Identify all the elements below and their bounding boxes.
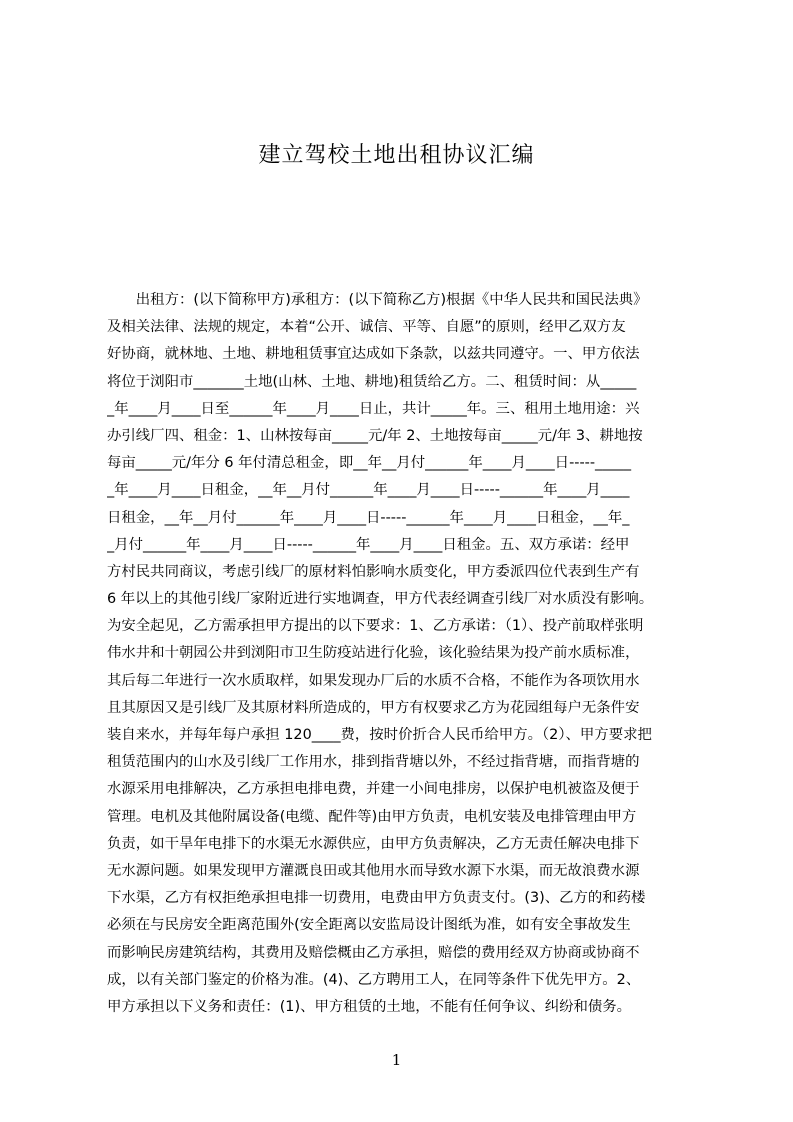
body-line: 且其原因又是引线厂及其原材料所造成的，甲方有权要求乙方为花园组每户无条件安 <box>107 699 640 716</box>
body-line: 必须在与民房安全距离范围外(安全距离以安监局设计图纸为准，如有安全事故发生 <box>107 917 631 934</box>
body-line: 日租金，__年__月付______年____月____日-----______年____月____日租金，__年_ <box>107 509 630 526</box>
body-line: 管理。电机及其他附属设备(电缆、配件等)由甲方负责，电机安装及电排管理由甲方 <box>107 808 637 825</box>
body-line: 及相关法律、法规的规定，本着“公开、诚信、平等、自愿”的原则，经甲乙双方友 <box>107 319 626 336</box>
body-line: _年____月____日租金，__年__月付______年____月____日-----______年____月____ <box>107 482 630 499</box>
body-line: 下水渠，乙方有权拒绝承担电排一切费用，电费由甲方负责支付。(3)、乙方的和药楼 <box>107 890 646 907</box>
body-line: 方村民共同商议，考虑引线厂的原材料怕影响水质变化，甲方委派四位代表到生产有 <box>107 563 640 580</box>
body-line: _月付______年____月____日-----______年____月____日租金。五、双方承诺：经甲 <box>107 536 630 553</box>
body-line: 伟水井和十朝园公井到浏阳市卫生防疫站进行化验，该化验结果为投产前水质标准， <box>107 645 640 662</box>
body-line: 甲方承担以下义务和责任：(1)、甲方租赁的土地，不能有任何争议、纠纷和债务。 <box>107 998 632 1015</box>
body-line: 装自来水，并每年每户承担 120____费，按时价折合人民币给甲方。（2）、甲方要求把 <box>107 727 652 743</box>
page-number: 1 <box>391 1051 402 1069</box>
body-line: 负责，如干旱年电排下的水渠无水源供应，由甲方负责解决，乙方无责任解决电排下 <box>107 835 640 852</box>
body-line: 好协商，就林地、土地、耕地租赁事宜达成如下条款，以兹共同遵守。一、甲方依法 <box>107 346 640 363</box>
body-line: 水源采用电排解决，乙方承担电排电费，并建一小间电排房，以保护电机被盗及便于 <box>107 781 640 798</box>
body-line: 成，以有关部门鉴定的价格为准。(4)、乙方聘用工人，在同等条件下优先甲方。2、 <box>107 971 641 988</box>
body-line: 将位于浏阳市_______土地(山林、土地、耕地)租赁给乙方。二、租赁时间：从_____ <box>107 373 637 390</box>
document-title: 建立驾校土地出租协议汇编 <box>258 143 535 168</box>
body-line: 为安全起见，乙方需承担甲方提出的以下要求：1、乙方承诺：（1）、投产前取样张明 <box>107 618 644 635</box>
body-line: 办引线厂四、租金：1、山林按每亩_____元/年 2、土地按每亩_____元/年 3、耕地按 <box>107 427 643 444</box>
body-line: 6 年以上的其他引线厂家附近进行实地调查，甲方代表经调查引线厂对水质没有影响。 <box>107 591 654 608</box>
body-line: 每亩_____元/年分 6 年付清总租金，即__年__月付______年____月____日-----_____ <box>107 455 632 472</box>
body-line: _年____月____日至______年____月____日止，共计_____年。三、租用土地用途：兴 <box>107 400 640 417</box>
body-line: 租赁范围内的山水及引线厂工作用水，排到指背塘以外，不经过指背塘，而指背塘的 <box>107 754 640 771</box>
body-line: 出租方：(以下简称甲方)承租方：(以下简称乙方)根据《中华人民共和国民法典》 <box>107 292 648 308</box>
document-body <box>107 287 697 1021</box>
body-line: 无水源问题。如果发现甲方灌溉良田或其他用水而导致水源下水渠，而无故浪费水源 <box>107 862 640 879</box>
body-line: 其后每二年进行一次水质取样，如果发现办厂后的水质不合格，不能作为各项饮用水 <box>107 672 640 689</box>
body-line: 而影响民房建筑结构，其费用及赔偿概由乙方承担，赔偿的费用经双方协商或协商不 <box>107 944 640 961</box>
